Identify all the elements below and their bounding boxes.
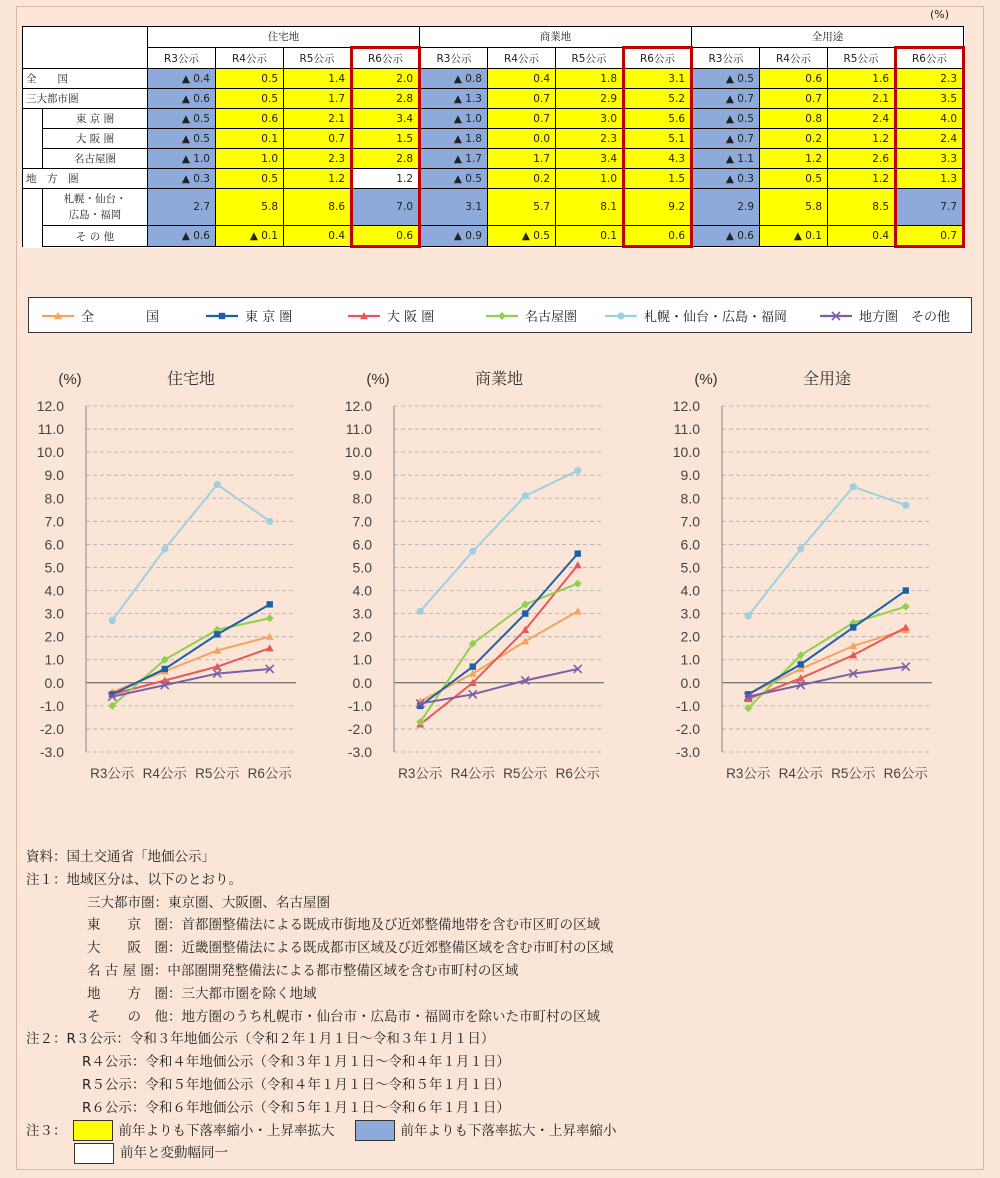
table-cell: 2.0 — [352, 69, 420, 89]
legend-label: 地方圏 その他 — [859, 310, 951, 325]
blue-swatch — [355, 1120, 395, 1141]
row-label: そ の 他 — [43, 226, 148, 247]
x-tick-label: R3公示 — [726, 766, 771, 781]
year-header: R6公示 — [624, 48, 692, 69]
table-cell: 3.4 — [556, 149, 624, 169]
table-cell: 3.0 — [556, 109, 624, 129]
y-tick-label: -3.0 — [39, 744, 64, 760]
indent-spacer — [23, 189, 43, 226]
chart-legend — [28, 297, 972, 333]
y-tick-label: -1.0 — [347, 697, 372, 714]
data-point — [575, 550, 581, 556]
table-cell: ▲ 1.0 — [420, 109, 488, 129]
legend-marker — [617, 312, 624, 319]
table-cell: 0.7 — [896, 226, 964, 247]
y-tick-label: 5.0 — [352, 559, 372, 576]
table-cell: 5.7 — [488, 189, 556, 226]
y-tick-label: 12.0 — [672, 398, 700, 414]
table-cell: 1.5 — [624, 169, 692, 189]
indent-spacer — [23, 226, 43, 247]
table-cell: 2.3 — [896, 69, 964, 89]
table-corner — [23, 27, 148, 69]
y-tick-label: 8.0 — [44, 490, 64, 507]
legend-label: 大 阪 圏 — [387, 310, 435, 325]
table-cell: 2.7 — [148, 189, 216, 226]
row-label-line1: 札幌・仙台・ — [63, 193, 127, 205]
note1-item: 名 古 屋 圏：中部圏開発整備法による都市整備区域を含む市町村の区域 — [87, 962, 519, 979]
table-cell: 3.3 — [896, 149, 964, 169]
table-cell: 1.2 — [284, 169, 352, 189]
note1-item: 三大都市圏：東京圏、大阪圏、名古屋圏 — [87, 894, 330, 911]
legend-label: 東 京 圏 — [245, 310, 293, 325]
y-tick-label: 3.0 — [680, 605, 700, 622]
y-tick-label: 7.0 — [352, 513, 372, 530]
table-cell: 1.2 — [760, 149, 828, 169]
year-header: R4公示 — [216, 48, 284, 69]
legend-label: 名古屋圏 — [525, 310, 578, 325]
unit-label: (%) — [930, 8, 950, 21]
table-cell: ▲ 1.8 — [420, 129, 488, 149]
table-cell: ▲ 0.7 — [692, 89, 760, 109]
row-label: 東 京 圏 — [43, 109, 148, 129]
data-point — [266, 518, 273, 525]
y-tick-label: 2.0 — [680, 628, 700, 645]
year-header: R3公示 — [148, 48, 216, 69]
table-cell: 8.5 — [828, 189, 896, 226]
y-tick-label: 7.0 — [680, 513, 700, 530]
y-tick-label: -1.0 — [675, 697, 700, 714]
note3-yellow-text: 前年よりも下落率縮小・上昇率拡大 — [118, 1122, 335, 1139]
table-row — [23, 149, 964, 169]
table-cell: 2.8 — [352, 149, 420, 169]
data-point — [161, 545, 168, 552]
table-cell: 0.0 — [488, 129, 556, 149]
table-cell: 1.0 — [216, 149, 284, 169]
table-cell: 3.5 — [896, 89, 964, 109]
table-cell: 1.6 — [828, 69, 896, 89]
table-cell: ▲ 0.5 — [692, 69, 760, 89]
row-label — [43, 189, 148, 226]
table-cell: 3.1 — [420, 189, 488, 226]
table-row — [23, 169, 964, 189]
data-point — [574, 607, 582, 614]
table-cell: ▲ 0.6 — [148, 226, 216, 247]
table-row — [23, 69, 964, 89]
table-cell: ▲ 0.9 — [420, 226, 488, 247]
data-point — [214, 631, 220, 637]
legend-item — [205, 306, 292, 325]
table-cell: 1.2 — [828, 129, 896, 149]
table-row — [23, 109, 964, 129]
y-tick-label: 0.0 — [44, 674, 64, 691]
table-cell: 0.6 — [760, 69, 828, 89]
table-cell: 1.3 — [896, 169, 964, 189]
y-tick-label: -2.0 — [347, 720, 372, 737]
y-tick-label: 9.0 — [44, 467, 64, 484]
data-point — [417, 608, 424, 615]
table-cell: ▲ 0.7 — [692, 129, 760, 149]
table-cell: 0.5 — [760, 169, 828, 189]
data-point — [797, 545, 804, 552]
y-tick-label: 10.0 — [344, 444, 372, 461]
table-row — [23, 129, 964, 149]
year-header: R5公示 — [828, 48, 896, 69]
x-tick-label: R3公示 — [398, 766, 443, 781]
table-row — [23, 226, 964, 247]
table-cell: 9.2 — [624, 189, 692, 226]
data-point — [798, 661, 804, 667]
table-cell: ▲ 0.5 — [692, 109, 760, 129]
data-point — [266, 633, 274, 640]
note3-row — [26, 1120, 617, 1143]
table-cell: ▲ 0.6 — [148, 89, 216, 109]
y-tick-label: 1.0 — [352, 651, 372, 668]
table-cell: 0.1 — [216, 129, 284, 149]
table-cell: 5.2 — [624, 89, 692, 109]
x-tick-label: R5公示 — [831, 766, 876, 781]
table-cell: 0.6 — [352, 226, 420, 247]
chart-unit-label: (%) — [366, 371, 390, 388]
table-cell: ▲ 1.7 — [420, 149, 488, 169]
table-cell: 0.7 — [488, 89, 556, 109]
row-label: 名古屋圏 — [43, 149, 148, 169]
y-tick-label: 0.0 — [680, 674, 700, 691]
table-cell: 0.5 — [216, 89, 284, 109]
y-tick-label: 10.0 — [672, 444, 700, 461]
legend-marker — [219, 312, 225, 318]
chart-title: 商業地 — [474, 371, 524, 388]
table-cell: ▲ 0.1 — [216, 226, 284, 247]
y-tick-label: 9.0 — [680, 467, 700, 484]
table-cell: ▲ 0.5 — [148, 109, 216, 129]
note1-title: 注１：地域区分は、以下のとおり。 — [26, 871, 242, 888]
y-tick-label: -3.0 — [347, 744, 372, 760]
y-tick-label: 7.0 — [44, 513, 64, 530]
notes — [26, 846, 617, 1165]
note1-item: 地 方 圏：三大都市圏を除く地域 — [87, 985, 317, 1002]
y-tick-label: 2.0 — [44, 628, 64, 645]
data-point — [521, 637, 529, 644]
row-label: 大 阪 圏 — [43, 129, 148, 149]
x-tick-label: R6公示 — [247, 766, 292, 781]
table-cell: ▲ 0.8 — [420, 69, 488, 89]
y-tick-label: 1.0 — [44, 651, 64, 668]
data-point — [266, 614, 274, 622]
table-cell: 2.1 — [828, 89, 896, 109]
table-cell: 5.6 — [624, 109, 692, 129]
table-cell: 3.1 — [624, 69, 692, 89]
table-cell: 0.4 — [284, 226, 352, 247]
chart-residential — [20, 360, 320, 790]
x-tick-label: R4公示 — [142, 766, 187, 781]
data-point — [574, 561, 582, 568]
indent-spacer — [23, 129, 43, 149]
x-tick-label: R3公示 — [90, 766, 135, 781]
table-cell: 2.8 — [352, 89, 420, 109]
table-cell: ▲ 1.3 — [420, 89, 488, 109]
y-tick-label: 11.0 — [37, 421, 64, 438]
table-cell: 8.1 — [556, 189, 624, 226]
table-cell: 1.2 — [828, 169, 896, 189]
y-tick-label: 12.0 — [344, 398, 372, 414]
table-cell: 0.4 — [488, 69, 556, 89]
data-point — [903, 587, 909, 593]
series-line — [420, 584, 578, 722]
data-point — [522, 610, 528, 616]
table-cell: ▲ 0.5 — [488, 226, 556, 247]
table-cell: 2.4 — [828, 109, 896, 129]
group-header: 住宅地 — [148, 27, 420, 48]
table-cell: 4.3 — [624, 149, 692, 169]
table-cell: ▲ 0.4 — [148, 69, 216, 89]
legend-item — [41, 306, 159, 325]
data-point — [469, 670, 477, 677]
table-cell: 1.4 — [284, 69, 352, 89]
table-cell: 2.6 — [828, 149, 896, 169]
y-tick-label: 12.0 — [36, 398, 64, 414]
table-cell: 0.5 — [216, 169, 284, 189]
table-cell: 3.4 — [352, 109, 420, 129]
note2-item: R６公示：令和６年地価公示（令和５年１月１日～令和６年１月１日） — [82, 1099, 510, 1116]
row-label: 地 方 圏 — [23, 169, 148, 189]
chart-title: 全用途 — [802, 371, 852, 388]
legend-item — [347, 306, 434, 325]
year-header: R4公示 — [760, 48, 828, 69]
y-tick-label: 3.0 — [44, 605, 64, 622]
data-point — [574, 580, 582, 588]
note3-row-2 — [26, 1142, 617, 1165]
table-cell: ▲ 1.1 — [692, 149, 760, 169]
table-cell: 2.9 — [556, 89, 624, 109]
data-point — [902, 502, 909, 509]
series-line — [112, 604, 270, 694]
data-point — [745, 612, 752, 619]
y-tick-label: -1.0 — [39, 697, 64, 714]
table-cell: 5.1 — [624, 129, 692, 149]
y-tick-label: -2.0 — [39, 720, 64, 737]
table-cell: 0.6 — [216, 109, 284, 129]
table-cell: ▲ 0.3 — [148, 169, 216, 189]
table-cell: 1.7 — [488, 149, 556, 169]
legend-item — [485, 306, 577, 325]
table-cell: 1.5 — [352, 129, 420, 149]
data-point — [266, 644, 274, 651]
table-cell: 2.3 — [284, 149, 352, 169]
group-header: 全用途 — [692, 27, 964, 48]
note1-item: 東 京 圏：首都圏整備法による既成市街地及び近郊整備地帯を含む市区町の区域 — [87, 917, 600, 934]
note3-label: 注３： — [26, 1122, 67, 1139]
data-point — [470, 663, 476, 669]
white-swatch — [74, 1143, 114, 1164]
data-point — [267, 601, 273, 607]
data-point — [902, 603, 910, 611]
table-cell: 0.6 — [624, 226, 692, 247]
x-tick-label: R5公示 — [195, 766, 240, 781]
note2-item: R４公示：令和４年地価公示（令和３年１月１日～令和４年１月１日） — [82, 1054, 510, 1071]
table-cell: ▲ 1.0 — [148, 149, 216, 169]
y-tick-label: 6.0 — [680, 536, 700, 553]
y-tick-label: -2.0 — [675, 720, 700, 737]
y-tick-label: 10.0 — [36, 444, 64, 461]
table-cell: 7.0 — [352, 189, 420, 226]
indent-spacer — [23, 149, 43, 169]
note2-item: 注２：R３公示：令和３年地価公示（令和２年１月１日～令和３年１月１日） — [26, 1031, 495, 1048]
table-cell: 0.2 — [488, 169, 556, 189]
data-point — [850, 624, 856, 630]
table-cell: 0.2 — [760, 129, 828, 149]
table-cell: 1.2 — [352, 169, 420, 189]
y-tick-label: 11.0 — [673, 421, 700, 438]
year-header: R3公示 — [692, 48, 760, 69]
y-tick-label: 9.0 — [352, 467, 372, 484]
table-cell: 0.7 — [760, 89, 828, 109]
table-cell: 5.8 — [216, 189, 284, 226]
table-cell: 2.1 — [284, 109, 352, 129]
year-header: R6公示 — [352, 48, 420, 69]
table-cell: 2.4 — [896, 129, 964, 149]
y-tick-label: 5.0 — [680, 559, 700, 576]
y-tick-label: 6.0 — [352, 536, 372, 553]
yellow-swatch — [73, 1120, 113, 1141]
year-header: R4公示 — [488, 48, 556, 69]
y-tick-label: 8.0 — [352, 490, 372, 507]
note2-item: R５公示：令和５年地価公示（令和４年１月１日～令和５年１月１日） — [82, 1076, 510, 1093]
group-header: 商業地 — [420, 27, 692, 48]
table-cell: ▲ 0.5 — [148, 129, 216, 149]
table-cell: 7.7 — [896, 189, 964, 226]
x-tick-label: R6公示 — [883, 766, 928, 781]
x-tick-label: R5公示 — [503, 766, 548, 781]
x-tick-label: R4公示 — [450, 766, 495, 781]
table-cell: 8.6 — [284, 189, 352, 226]
data-point — [214, 481, 221, 488]
data-point — [109, 617, 116, 624]
indent-spacer — [23, 109, 43, 129]
y-tick-label: 4.0 — [352, 582, 372, 599]
table-cell: 1.7 — [284, 89, 352, 109]
table-row — [23, 89, 964, 109]
year-header: R6公示 — [896, 48, 964, 69]
table-cell: 0.1 — [556, 226, 624, 247]
table-cell: 5.8 — [760, 189, 828, 226]
legend-label: 札幌・仙台・広島・福岡 — [644, 310, 788, 325]
y-tick-label: 8.0 — [680, 490, 700, 507]
table-cell: 2.9 — [692, 189, 760, 226]
year-header: R3公示 — [420, 48, 488, 69]
table-cell: 1.8 — [556, 69, 624, 89]
note-source: 資料：国土交通省「地価公示」 — [26, 849, 215, 865]
y-tick-label: 4.0 — [680, 582, 700, 599]
x-tick-label: R4公示 — [778, 766, 823, 781]
data-point — [574, 467, 581, 474]
note3-white-text: 前年と変動幅同一 — [120, 1145, 228, 1162]
legend-item — [819, 306, 950, 325]
chart-unit-label: (%) — [694, 371, 718, 388]
series-line — [112, 484, 270, 620]
chart-commercial — [328, 360, 628, 790]
table-cell: 0.8 — [760, 109, 828, 129]
data-point — [522, 492, 529, 499]
legend-label: 全 国 — [81, 310, 160, 325]
table-cell: ▲ 0.3 — [692, 169, 760, 189]
table-cell: ▲ 0.5 — [420, 169, 488, 189]
y-tick-label: 1.0 — [680, 651, 700, 668]
note1-item: そ の 他：地方圏のうち札幌市・仙台市・広島市・福岡市を除いた市町村の区域 — [87, 1008, 600, 1025]
data-point — [850, 483, 857, 490]
table-cell: ▲ 0.6 — [692, 226, 760, 247]
row-label: 全 国 — [23, 69, 148, 89]
table-cell: 0.4 — [828, 226, 896, 247]
year-header: R5公示 — [284, 48, 352, 69]
x-tick-label: R6公示 — [555, 766, 600, 781]
y-tick-label: 5.0 — [44, 559, 64, 576]
series-line — [748, 487, 906, 616]
year-header: R5公示 — [556, 48, 624, 69]
chart-all-use — [656, 360, 956, 790]
table-cell: 0.7 — [284, 129, 352, 149]
y-tick-label: 3.0 — [352, 605, 372, 622]
table-cell: 1.0 — [556, 169, 624, 189]
chart-unit-label: (%) — [58, 371, 82, 388]
y-tick-label: 2.0 — [352, 628, 372, 645]
legend-marker — [498, 312, 506, 320]
table-cell: ▲ 0.1 — [760, 226, 828, 247]
table-cell: 2.3 — [556, 129, 624, 149]
legend-item — [604, 306, 787, 325]
table-cell: 0.5 — [216, 69, 284, 89]
data-point — [162, 666, 168, 672]
note1-item: 大 阪 圏：近畿圏整備法による既成都市区域及び近郊整備区域を含む市町村の区域 — [87, 940, 614, 957]
series-line — [420, 565, 578, 724]
data-point — [469, 548, 476, 555]
table-cell: 4.0 — [896, 109, 964, 129]
table-row — [23, 189, 964, 226]
y-tick-label: 0.0 — [352, 674, 372, 691]
row-label-line2: 広島・福岡 — [68, 209, 122, 221]
y-tick-label: -3.0 — [675, 744, 700, 760]
row-label: 三大都市圏 — [23, 89, 148, 109]
series-line — [112, 618, 270, 706]
y-tick-label: 4.0 — [44, 582, 64, 599]
price-change-table — [22, 26, 965, 248]
chart-title: 住宅地 — [166, 371, 216, 388]
note3-blue-text: 前年よりも下落率拡大・上昇率縮小 — [400, 1122, 617, 1139]
y-tick-label: 6.0 — [44, 536, 64, 553]
data-point — [902, 623, 910, 630]
y-tick-label: 11.0 — [345, 421, 372, 438]
table-cell: 0.7 — [488, 109, 556, 129]
